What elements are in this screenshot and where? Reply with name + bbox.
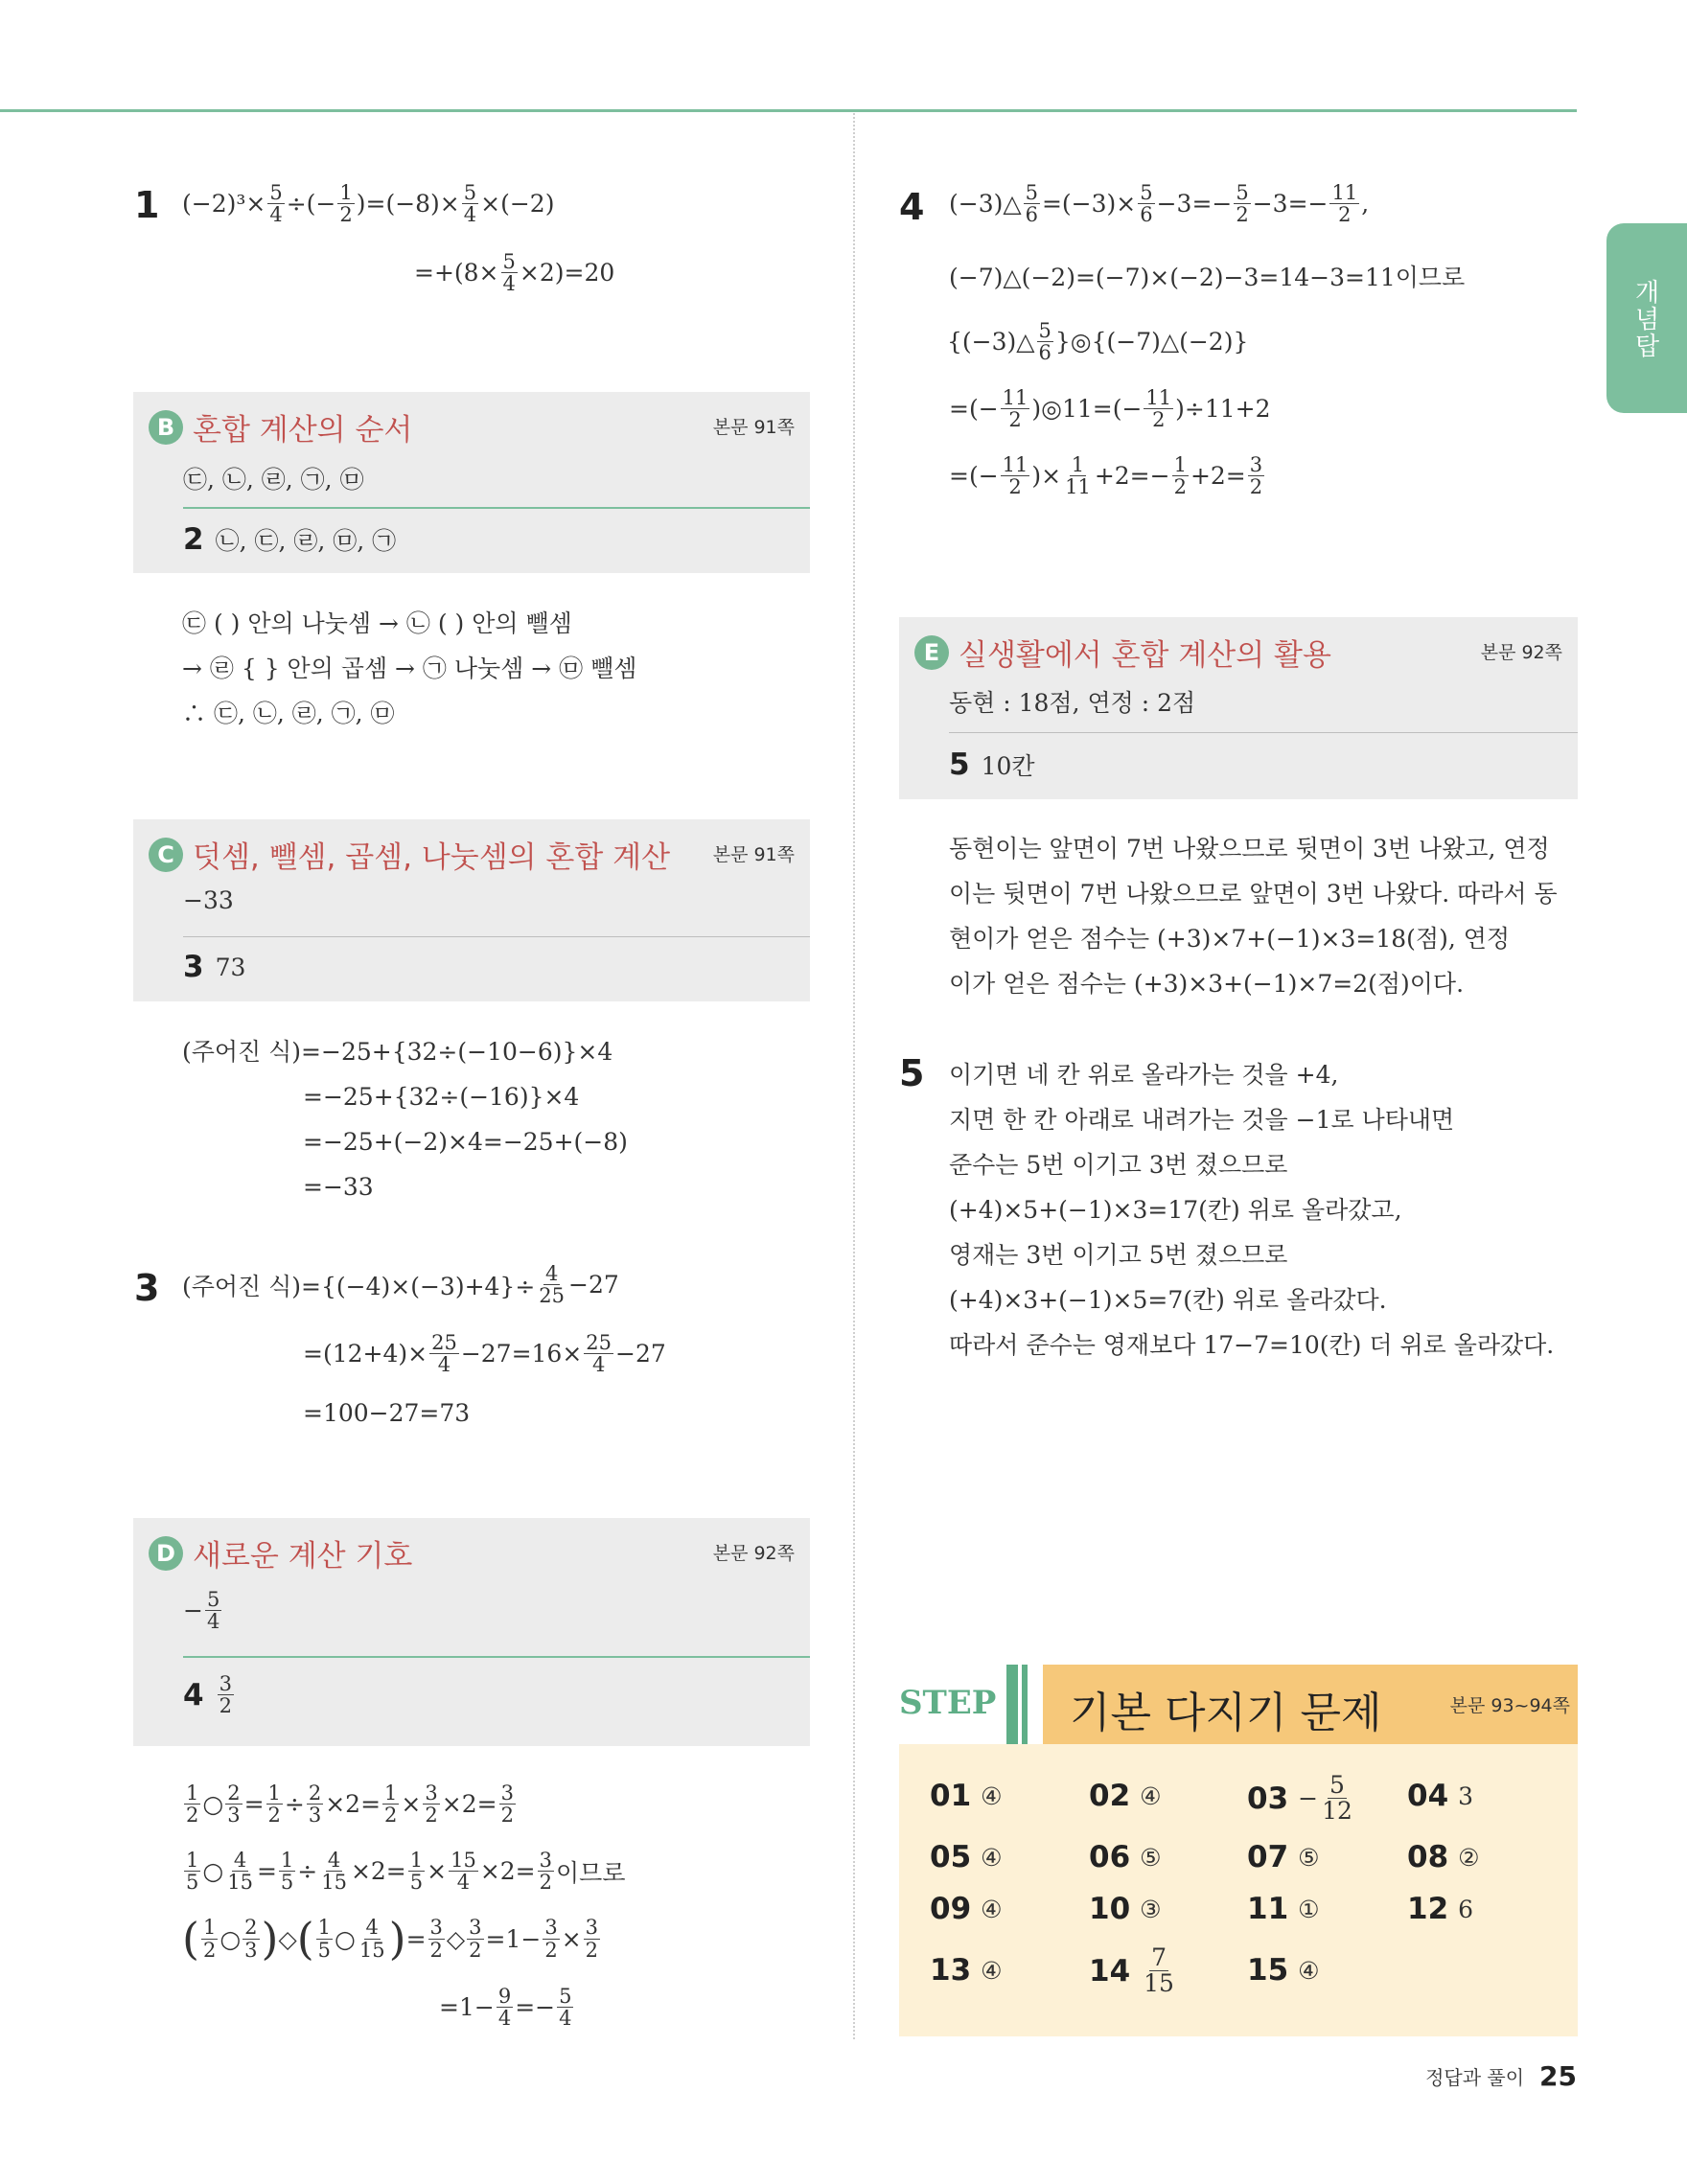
box-letter-badge: D bbox=[149, 1536, 183, 1571]
answer-item: 01 ④ bbox=[930, 1779, 1003, 1813]
box-e-explanation: 동현이는 앞면이 7번 나왔으므로 뒷면이 3번 나왔고, 연정 이는 뒷면이 7번 나왔으므로 앞면이 3번 나왔다. 따라서 동 현이가 얻은 점수는 (+3)×7+(−1)×3=18(점), 연정 이가 얻은 점수는 (+3)×3+(−1)×7=2(점)이다. bbox=[949, 835, 1558, 998]
box-separator bbox=[183, 507, 810, 509]
box-title: C 덧셈, 뺄셈, 곱셈, 나눗셈의 혼합 계산 bbox=[149, 833, 670, 876]
answer-item: 02 ④ bbox=[1089, 1779, 1162, 1813]
q4-line2: (−7)△(−2)=(−7)×(−2)−3=14−3=11이므로 bbox=[949, 264, 1466, 291]
step-number-bar bbox=[1006, 1665, 1018, 1745]
question-number: 1 bbox=[134, 184, 160, 226]
question-number: 5 bbox=[899, 1052, 925, 1094]
section-tab-label: 개념탑 bbox=[1630, 279, 1659, 359]
concept-box-b bbox=[133, 392, 810, 573]
box-problem-answer: 2 ㉡, ㉢, ㉣, ㉤, ㉠ bbox=[183, 522, 397, 557]
answer-item: 08 ② bbox=[1407, 1840, 1480, 1874]
page-reference: 본문 92쪽 bbox=[1480, 642, 1562, 663]
box-letter-badge: E bbox=[914, 635, 949, 670]
answer-item: 12 6 bbox=[1407, 1892, 1474, 1926]
q3-line3: =100−27=73 bbox=[303, 1399, 471, 1427]
box-answer: 동현 : 18점, 연정 : 2점 bbox=[949, 689, 1196, 717]
box-letter-badge: B bbox=[149, 410, 183, 445]
step-number-bar bbox=[1022, 1665, 1028, 1745]
answer-item: 04 3 bbox=[1407, 1779, 1474, 1813]
q4-line3: {(−3)△ $\frac{5}{6}$ }◎{(−7)△(−2)} bbox=[947, 319, 1249, 365]
box-d-expl-line4: =1− $\frac{9}{4}$ =− $\frac{5}{4}$ bbox=[439, 1985, 572, 2031]
box-answer: −33 bbox=[183, 886, 234, 914]
box-separator bbox=[949, 732, 1578, 733]
box-d-expl-line2: $\frac{1}{5}$ ○ $\frac{4}{15}$ = $\frac{1}{5}$ ÷ $\frac{4}{15}$ ×2= $\frac{1}{5}$ × $\frac{15}{4}$ ×2= $\frac{3}{2}$ 이므로 bbox=[186, 1849, 626, 1895]
step-label: STEP bbox=[899, 1684, 997, 1722]
box-title: B 혼합 계산의 순서 bbox=[149, 405, 412, 448]
box-d-expl-line1: $\frac{1}{2}$ ○ $\frac{2}{3}$ = $\frac{1}{2}$ ÷ $\frac{2}{3}$ ×2= $\frac{1}{2}$ × $\frac{3}{2}$ ×2= $\frac{3}{2}$ bbox=[186, 1782, 514, 1828]
q5-explanation: 이기면 네 칸 위로 올라가는 것을 +4, 지면 한 칸 아래로 내려가는 것을 −1로 나타내면 준수는 5번 이기고 3번 졌으므로 (+4)×5+(−1)×3=17(칸) 위로 올라갔고, 영재는 3번 이기고 5번 졌으므로 (+4)×3+(−1)×5=7(칸) 위로 올라갔다. 따라서 준수는 영재보다 17−7=10(칸) 더 위로 올라갔다. bbox=[949, 1061, 1555, 1359]
answer-item: 05 ④ bbox=[930, 1840, 1003, 1874]
page-reference: 본문 92쪽 bbox=[712, 1543, 795, 1564]
answer-item: 07 ⑤ bbox=[1247, 1840, 1320, 1874]
concept-box-d bbox=[133, 1518, 810, 1746]
step-title: 기본 다지기 문제 bbox=[1070, 1689, 1382, 1737]
q1-line2: =+(8× $\frac{5}{4}$ ×2)=20 bbox=[414, 250, 615, 296]
box-separator bbox=[183, 1656, 810, 1658]
column-divider bbox=[853, 113, 855, 2039]
answer-item: 03 − $\frac{5}{12}$ bbox=[1247, 1771, 1352, 1826]
answer-item: 10 ③ bbox=[1089, 1892, 1162, 1926]
box-title: D 새로운 계산 기호 bbox=[149, 1531, 412, 1575]
answer-grid bbox=[899, 1744, 1578, 2036]
step-header bbox=[899, 1665, 1578, 1745]
box-answer: − $\frac{5}{4}$ bbox=[183, 1588, 220, 1634]
answer-item: 09 ④ bbox=[930, 1892, 1003, 1926]
top-rule bbox=[0, 109, 1577, 112]
box-problem-answer: 4 $\frac{3}{2}$ bbox=[183, 1672, 232, 1718]
answer-item: 15 ④ bbox=[1247, 1953, 1320, 1988]
box-separator bbox=[183, 936, 810, 937]
box-d-expl-line3: ( $\frac{1}{2}$ ○ $\frac{2}{3}$ ) ◇ ( $\frac{1}{5}$ ○ $\frac{4}{15}$ ) = $\frac{3}{2}$ ◇ $\frac{3}{2}$ =1− $\frac{3}{2}$ × $\frac{3}{2}$ bbox=[182, 1913, 599, 1965]
q4-line1: (−3)△ $\frac{5}{6}$ =(−3)× $\frac{5}{6}$ −3=− $\frac{5}{2}$ −3=− $\frac{11}{2}$ , bbox=[949, 181, 1370, 227]
box-problem-answer: 3 73 bbox=[183, 950, 246, 984]
q3-line2: =(12+4)× $\frac{25}{4}$ −27=16× $\frac{25}{4}$ −27 bbox=[303, 1331, 666, 1377]
answer-item: 06 ⑤ bbox=[1089, 1840, 1162, 1874]
page-reference: 본문 91쪽 bbox=[712, 844, 795, 865]
page-footer bbox=[1425, 2060, 1577, 2092]
page-number: 25 bbox=[1539, 2060, 1577, 2092]
box-c-explanation: (주어진 식)=−25+{32÷(−10−6)}×4 =−25+{32÷(−16)}×4 =−25+(−2)×4=−25+(−8) =−33 bbox=[182, 1038, 628, 1201]
step-title-band bbox=[1043, 1665, 1578, 1745]
q1-line1: (−2)³× $\frac{5}{4}$ ÷(− $\frac{1}{2}$ )=(−8)× $\frac{5}{4}$ ×(−2) bbox=[182, 181, 555, 227]
q3-line1: (주어진 식)={(−4)×(−3)+4}÷ $\frac{4}{25}$ −27 bbox=[182, 1262, 619, 1308]
box-letter-badge: C bbox=[149, 838, 183, 872]
section-tab bbox=[1606, 223, 1687, 413]
q4-line5: =(− $\frac{11}{2}$ )× $\frac{1}{11}$ +2=− $\frac{1}{2}$ +2= $\frac{3}{2}$ bbox=[949, 453, 1263, 499]
footer-label: 정답과 풀이 bbox=[1425, 2066, 1525, 2089]
box-answer: ㉢, ㉡, ㉣, ㉠, ㉤ bbox=[183, 466, 364, 494]
page-reference: 본문 93~94쪽 bbox=[1449, 1695, 1570, 1716]
answer-item: 14 $\frac{7}{15}$ bbox=[1089, 1943, 1174, 1998]
answer-item: 13 ④ bbox=[930, 1953, 1003, 1988]
answer-item: 11 ① bbox=[1247, 1892, 1320, 1926]
question-number: 3 bbox=[134, 1267, 160, 1309]
concept-box-c bbox=[133, 819, 810, 1001]
concept-box-e bbox=[899, 617, 1578, 799]
question-number: 4 bbox=[899, 186, 925, 228]
page-reference: 본문 91쪽 bbox=[712, 417, 795, 438]
q4-line4: =(− $\frac{11}{2}$ )◎11=(− $\frac{11}{2}$ )÷11+2 bbox=[949, 386, 1271, 432]
box-b-explanation: ㉢ ( ) 안의 나눗셈 → ㉡ ( ) 안의 뺄셈 → ㉣ { } 안의 곱셈 → ㉠ 나눗셈 → ㉤ 뺄셈 ∴ ㉢, ㉡, ㉣, ㉠, ㉤ bbox=[182, 609, 637, 727]
box-title: E 실생활에서 혼합 계산의 활용 bbox=[914, 631, 1331, 674]
box-problem-answer: 5 10칸 bbox=[949, 747, 1035, 782]
